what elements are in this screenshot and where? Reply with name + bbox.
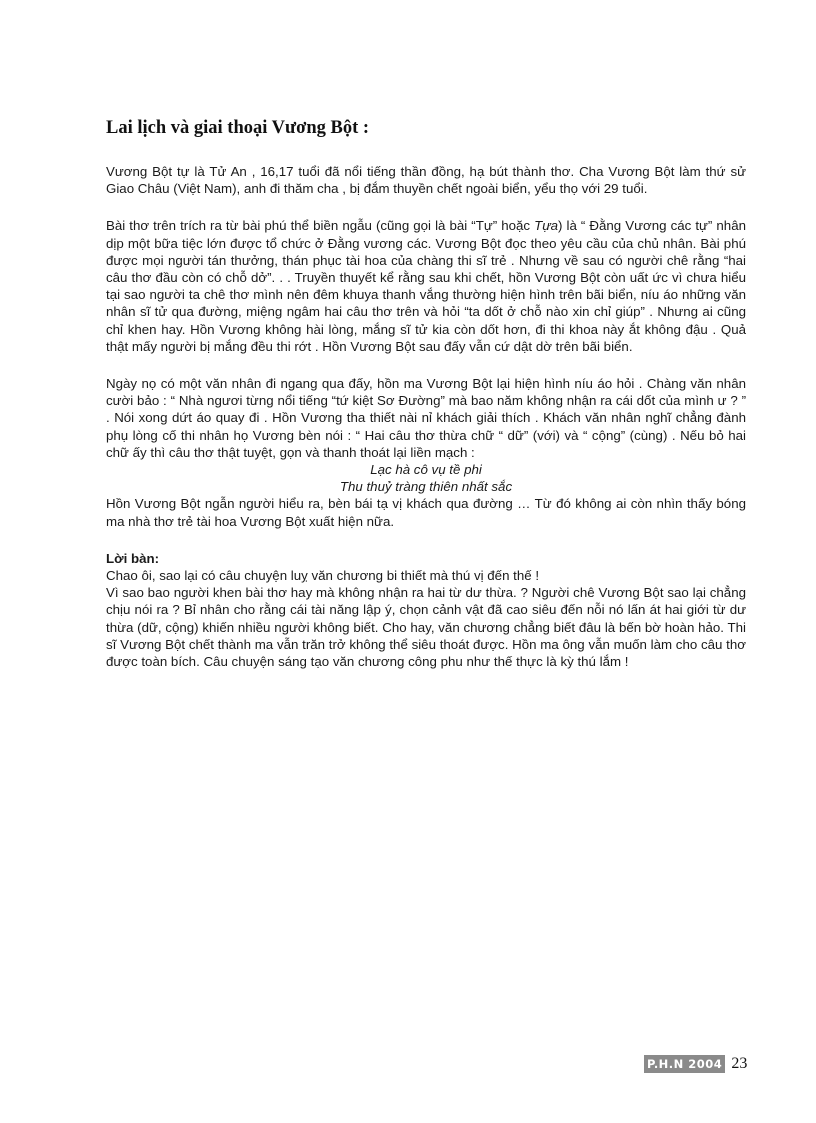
verse-line-2: Thu thuỷ tràng thiên nhất sắc (339, 479, 513, 495)
encounter-paragraph: Ngày nọ có một văn nhân đi ngang qua đấy, hồn ma Vương Bột lại hiện hình níu áo hỏi . Chàng văn nhân cười bảo : “ Nhà ngươi từng nổi tiếng “tứ kiệt Sơ Đường” mà bao năm không nhận ra cái dốt của mình ư ? ” . Nói xong dứt áo quay đi . Hồn Vương tha thiết nài nỉ khách giải thích . Khách văn nhân nghĩ chẳng đành phụ lòng cố thi nhân họ Vương bèn nói : “ Hai câu thơ thừa chữ “ dữ” (với) và “ cộng” (cùng) . Nếu bỏ hai chữ ấy thì câu thơ thật tuyệt, gọn và thanh thoát lại liền mạch : (106, 376, 746, 460)
document-title: Lai lịch và giai thoại Vương Bột : (106, 118, 370, 138)
remarks-line-1: Chao ôi, sao lại có câu chuyện luỵ văn chương bi thiết mà thú vị đến thế ! (106, 568, 540, 584)
story-paragraph (106, 217, 746, 355)
document-page (106, 118, 746, 670)
page-footer (644, 1054, 747, 1074)
story-paragraph-part-a: Bài thơ trên trích ra từ bài phú thể biền ngẫu (cũng gọi là bài “Tự” hoặc (106, 218, 535, 234)
verse-line-1: Lạc hà cô vụ tề phi (370, 462, 482, 478)
story-paragraph-italic: Tựa (534, 218, 559, 234)
intro-paragraph: Vương Bột tự là Tử An , 16,17 tuổi đã nổi tiếng thần đồng, hạ bút thành thơ. Cha Vương Bột làm thứ sử Giao Châu (Việt Nam), anh đi thăm cha , bị đắm thuyền chết ngoài biển, yểu thọ với 29 tuổi. (106, 164, 746, 197)
ending-paragraph: Hồn Vương Bột ngẫn người hiểu ra, bèn bái tạ vị khách qua đường … Từ đó không ai còn nhìn thấy bóng ma nhà thơ trẻ tài hoa Vương Bột xuất hiện nữa. (106, 496, 746, 529)
author-badge: P.H.N 2004 (644, 1055, 725, 1073)
verse-block (106, 461, 746, 495)
remarks-line-2: Vì sao bao người khen bài thơ hay mà không nhận ra hai từ dư thừa. ? Người chê Vương Bột sao lại chẳng chịu nói ra ? Bỉ nhân cho rằng cái tài năng lập ý, chọn cảnh vật đã cao siêu đến nỗi nó lấn át hai giới từ dư thừa (dữ, cộng) khiến nhiều người không biết. Cho hay, văn chương chẳng biết đâu là bến bờ hoàn hảo. Thi sĩ Vương Bột chết thành ma vẫn trăn trở không thể siêu thoát được. Hồn ma ông vẫn muốn làm cho câu thơ được toàn bích. Câu chuyện sáng tạo văn chương công phu như thế thực là kỳ thú lắm ! (106, 585, 746, 670)
remarks-heading: Lời bàn: (106, 550, 160, 566)
story-paragraph-part-b: ) là “ Đằng Vương các tự” nhân dịp một bữa tiệc lớn được tổ chức ở Đằng vương các. Vương Bột đọc theo yêu cầu của chủ nhân. Bài phú được mọi người tán thưởng, thán phục tài hoa của chàng thi sĩ trẻ . Nhưng về sau có người chê rằng “hai câu thơ đầu còn có chỗ dở”. . . Truyền thuyết kể rằng sau khi chết, hồn Vương Bột còn uất ức vì chưa hiểu tại sao người ta chê thơ mình nên đêm khuya thanh vắng thường hiện hình trên bãi biển, níu áo những văn nhân sĩ tử qua đường, miệng ngâm hai câu thơ trên và hỏi “ta dốt ở chỗ nào xin chỉ giúp” . Nhưng ai cũng chỉ khen hay. Hồn Vương không hài lòng, mắng sĩ tử kia còn dốt hơn, đi thi khoa này ắt không đậu . Quả thật mấy người bị mắng đều thi rớt . Hồn Vương Bột sau đấy vẫn cứ dật dờ trên bãi biển. (106, 218, 746, 354)
page-number: 23 (731, 1055, 748, 1072)
remarks-section (106, 550, 746, 670)
